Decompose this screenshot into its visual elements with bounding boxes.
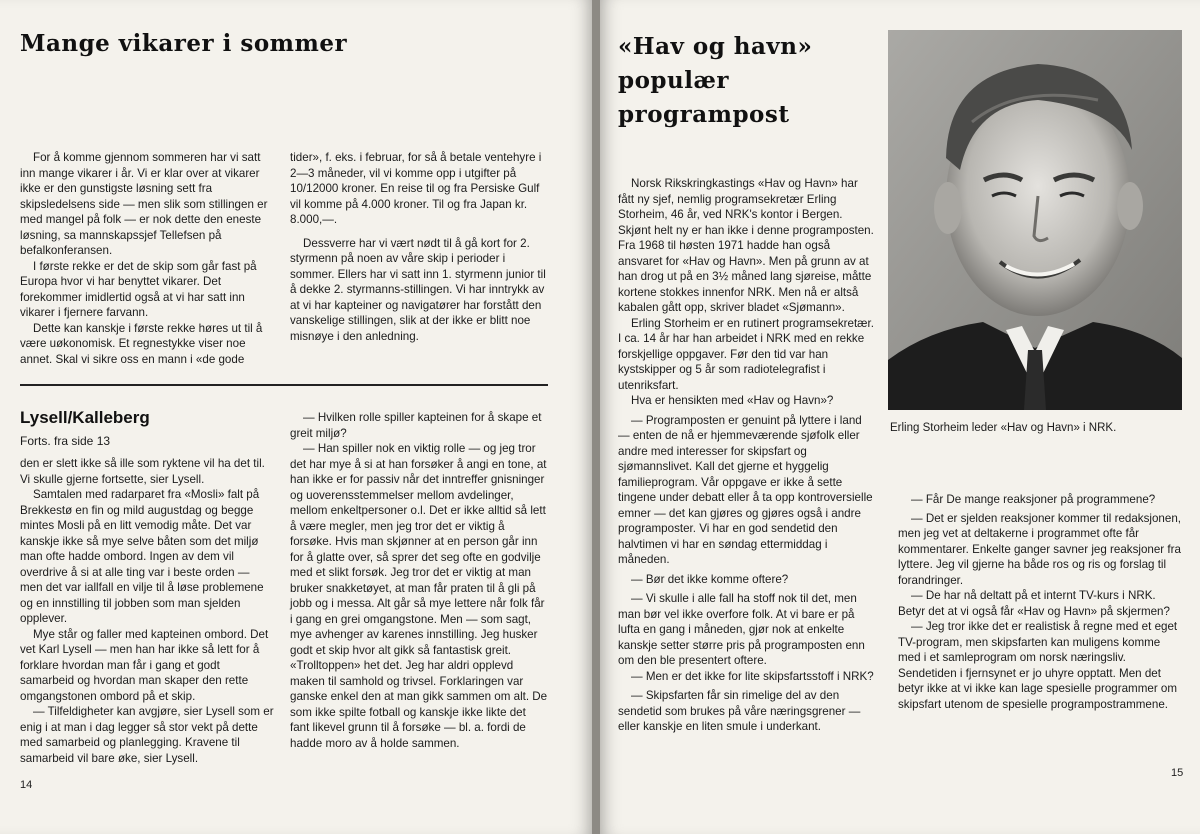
paragraph: — Får De mange reaksjoner på programmene? (911, 493, 1156, 506)
article-havoghavn-col2 (898, 492, 1184, 712)
paragraph: — Det er sjelden reaksjoner kommer til redaksjonen, men jeg vet at deltakerne i programmet ofte får kommentarer. Enkelte ganger savner jeg reaksjoner fra lyttere. Jeg vil gjerne ha både ros og ris og forslag til forandringer. (898, 511, 1181, 587)
paragraph: Hva er hensikten med «Hav og Havn»? (631, 394, 834, 407)
book-gutter (592, 0, 600, 834)
section-divider (20, 384, 548, 386)
paragraph: — Hvilken rolle spiller kapteinen for å skape et greit miljø? (290, 411, 542, 440)
page-number-right: 15 (1171, 767, 1184, 779)
headline-right (618, 30, 878, 132)
page-number-left: 14 (20, 779, 33, 791)
photo-caption: Erling Storheim leder «Hav og Havn» i NRK. (890, 422, 1117, 434)
headline-line: populær (618, 67, 730, 94)
paragraph: Dette kan kanskje i første rekke høres ut til å være uøkonomisk. Et regnestykke viser noe annet. Skal vi sikre oss en mann i «de gode (20, 321, 263, 366)
paragraph: — Vi skulle i alle fall ha stoff nok til det, men man bør vel ikke overfore folk. At vi bare er på lufta en gang i måneden, gjør nok at enkelte kanskje setter større pris på programposten enn om den ble presentert oftere. (618, 592, 865, 667)
paragraph: — Tilfeldigheter kan avgjøre, sier Lysell som er enig i at man i dag legger så stor vekt på dette med samarbeid og planlegging. Kravene til samarbeid vil bare øke, sier Lysell. (20, 705, 274, 765)
article-havoghavn-col1 (618, 176, 876, 735)
continued-from-label: Forts. fra side 13 (20, 434, 111, 448)
paragraph: — De har nå deltatt på et internt TV-kurs i NRK. Betyr det at vi også får «Hav og Havn» på skjermen? (898, 589, 1170, 618)
article-lysell-col2 (290, 410, 548, 751)
paragraph: — Han spiller nok en viktig rolle — og jeg tror det har mye å si at han forsøker å angi en tone, at han ikke er for passiv når det inntreffer gnisninger og uoverensstemmelser mellom avdelinger, mellom enkeltpersoner o.l. Det er ikke alltid så lett å være megler, men jeg tror det er viktig å forsøke. Hvis man skjønner at en person går inn for å glatte over, så sprer det seg ofte en godvilje med et slikt forsøk. Jeg tror det er viktig at man bruker snakketøyet, at man får praten til å gli på jobb og i messa. Alt går så mye lettere når folk får i gang en grei omgangstone. Men — som sagt, mye avhenger av karenes innstilling. Jeg husker godt et skip hvor alt gikk så fantastisk greit. «Trolltoppen» het det. Jeg har aldri opplevd maken til samhold og trivsel. Forklaringen var ganske enkel den at man gikk sammen om alt. De som ikke spilte fotball og kanskje ikke likte det fant likevel grunn til å forsøke — bl. a. fordi de hadde moro av å holde sammen. (290, 442, 548, 750)
paragraph: tider», f. eks. i februar, for så å betale ventehyre i 2—3 måneder, vil vi komme opp i utgifter på 10/12000 kroner. En reise til og fra Persiske Gulf vil komme på 4.000 kroner. Til og fra Japan kr. 8.000,—. (290, 151, 542, 226)
paragraph: Norsk Rikskringkastings «Hav og Havn» har fått ny sjef, nemlig programsekretær Erling Storheim, 46 år, ved NRK's kontor i Bergen. Skjønt helt ny er han ikke i denne programposten. Fra 1968 til høsten 1971 hadde han også ansvaret for «Hav og Havn». Men på grunn av at han drog ut på en 3½ måned lang sjøreise, måtte kortene stokkes innenfor NRK. Men nå er altså kabalen gått opp, skriver bladet «Sjømann». (618, 177, 874, 314)
paragraph: den er slett ikke så ille som ryktene vil ha det til. Vi skulle gjerne fortsette, sier Lysell. (20, 457, 265, 486)
paragraph: Dessverre har vi vært nødt til å gå kort for 2. styrmenn på noen av våre skip i perioder i sommer. Ellers har vi satt inn 1. styrmenn junior til å dekke 2. styrmanns-stillingen. Vi har inntrykk av at vi har kapteiner og navigatører har forstått den vanskelige stillingen, slik at der ikke er blitt noe misnøye i den anledning. (290, 236, 546, 343)
paragraph: — Skipsfarten får sin rimelige del av den sendetid som brukes på våre næringsgrener — eller kanskje en liten smule i underkant. (618, 689, 861, 733)
paragraph: — Men er det ikke for lite skipsfartsstoff i NRK? (631, 669, 874, 683)
headline-line: programpost (618, 101, 790, 128)
portrait-illustration (888, 30, 1182, 410)
paragraph: — Jeg tror ikke det er realistisk å regne med et eget TV-program, men skipsfarten kan muligens komme med i et samleprogram om norsk næringsliv. Sendetiden i fjernsynet er jo uhyre opptatt. Men det betyr ikke at vi ikke kan lage spesielle programmer om skipsfart utenom de spesielle programpostrammene. (898, 620, 1178, 711)
paragraph: — Programposten er genuint på lyttere i land — enten de nå er hjemmeværende sjøfolk eller andre med interesser for skipsfart og sjømannslivet. Kall det gjerne et hyggelig familieprogram. Vår oppgave er ikke å sette tingene under debatt eller å ta opp kontroversielle emner — det kan gjøres og gjøres også i andre programposter. Vi har en god sendetid den halvtimen vi har en søndag ettermiddag i måneden. (618, 413, 873, 566)
article-lysell-col1 (20, 456, 275, 766)
paragraph: I første rekke er det de skip som går fast på Europa hvor vi har benyttet vikarer. Det forekommer imidlertid også at vi har satt inn vikarer i fjernere farvann. (20, 259, 257, 319)
portrait-photo (888, 30, 1182, 410)
paragraph: For å komme gjennom sommeren har vi satt inn mange vikarer i år. Vi er klar over at vikarer ikke er den gunstigste løsning sett fra skipsledelsens side — men slik som stillingen er med mangel på folk — er nok dette den eneste løsning, sa mannskapssjef Tellefsen på befalkonferansen. (20, 151, 268, 257)
article-vikarer-col1 (20, 150, 275, 367)
article-vikarer-col2 (290, 150, 548, 344)
paragraph: Samtalen med radarparet fra «Mosli» falt på Brekkestø en fin og mild augustdag og begge mintes Mosli på en litt vemodig måte. Det var kanskje ikke så mye selve båten som det miljø man ofte hadde ombord. Ingen av dem vil overdrive å si at alle ting var i beste orden — men det var iallfall en vilje til å løse problemene og en innstilling til jobben som man sjelden opplever. (20, 488, 264, 625)
paragraph: Erling Storheim er en rutinert programsekretær. I ca. 14 år har han arbeidet i NRK med en rekke forskjellige oppgaver. Før den tid var han kystskipper og 5 år som radiotelegrafist i utenriksfart. (618, 316, 874, 392)
paragraph: Mye står og faller med kapteinen ombord. Det vet Karl Lysell — men han har ikke så lett for å forklare hvordan man får i gang et godt samarbeid og hvordan man skaper den rette omgangstonen ombord på et skip. (20, 627, 269, 703)
headline-line: «Hav og havn» (618, 33, 813, 60)
section-title-lysell: Lysell/Kalleberg (20, 408, 150, 427)
headline-left: Mange vikarer i sommer (20, 30, 348, 57)
paragraph: — Bør det ikke komme oftere? (631, 572, 789, 586)
